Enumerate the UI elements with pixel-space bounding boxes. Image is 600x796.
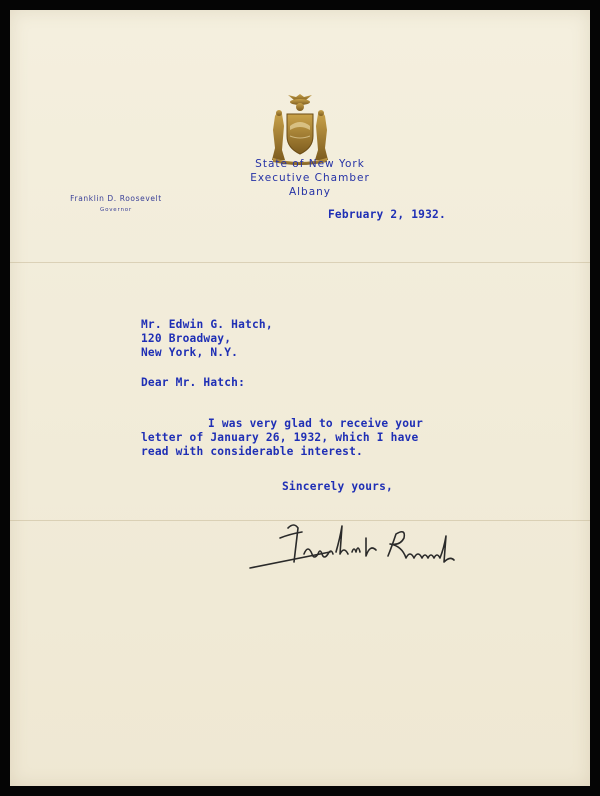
body-line-3: read with considerable interest. (141, 445, 363, 458)
letterhead-line-1: State of New York (255, 158, 365, 170)
letterhead-line-2: Executive Chamber (250, 172, 370, 184)
closing: Sincerely yours, (282, 480, 393, 493)
salutation: Dear Mr. Hatch: (141, 376, 246, 389)
recipient-line-2: 120 Broadway, (141, 332, 232, 345)
new-york-state-seal-icon (267, 92, 333, 166)
recipient-line-1: Mr. Edwin G. Hatch, (141, 318, 273, 331)
recipient-line-3: New York, N.Y. (141, 346, 239, 359)
letter-date: February 2, 1932. (328, 208, 446, 221)
fold-line (10, 262, 590, 263)
signature (248, 516, 528, 586)
letterhead-line-3: Albany (288, 186, 332, 198)
body-line-2: letter of January 26, 1932, which I have (141, 431, 419, 444)
body-line-1: I was very glad to receive your (208, 417, 423, 430)
governor-name: Franklin D. Roosevelt (70, 194, 162, 203)
letter-page (10, 10, 590, 786)
governor-title: Governor (100, 207, 132, 213)
